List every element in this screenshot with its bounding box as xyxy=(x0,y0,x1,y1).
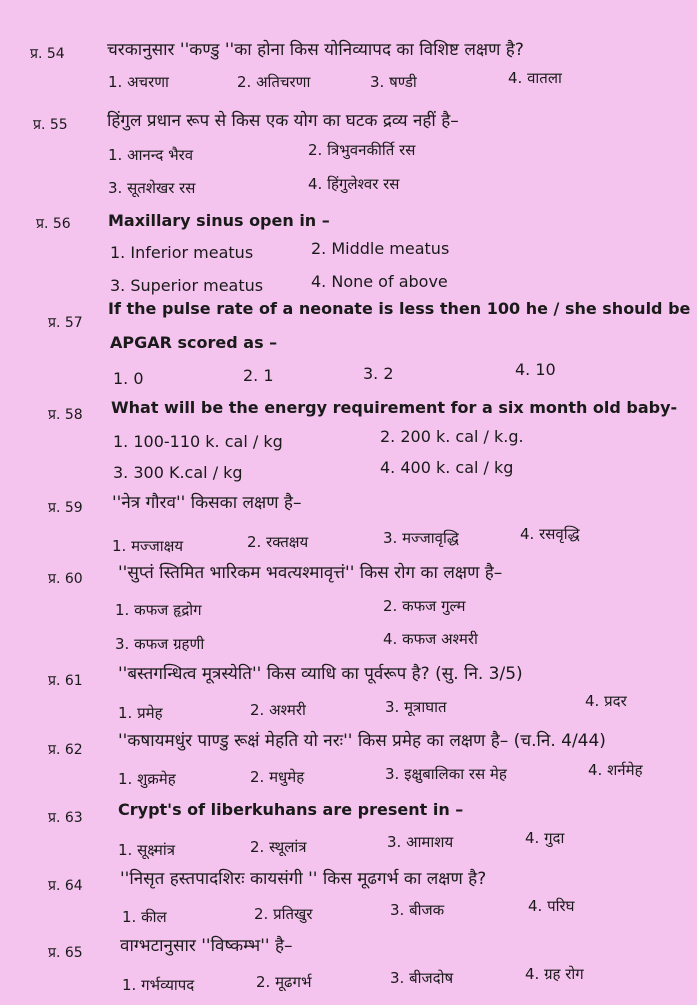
question-number: प्र. 56 xyxy=(36,216,71,232)
option-2: 2. स्थूलांत्र xyxy=(250,838,307,856)
option-1: 1. गर्भव्यापद xyxy=(122,976,195,994)
option-2: 2. प्रतिखुर xyxy=(254,905,313,923)
option-3: 3. इक्षुबालिका रस मेह xyxy=(385,765,507,783)
option-3: 3. 2 xyxy=(363,364,394,383)
option-4: 4. वातला xyxy=(508,69,562,87)
question-number: प्र. 61 xyxy=(48,673,83,689)
option-2: 2. अतिचरणा xyxy=(237,73,311,91)
question-number: प्र. 62 xyxy=(48,742,83,758)
option-2: 2. अश्मरी xyxy=(250,701,306,719)
question-text: ''सुप्तं स्तिमित भारिकम भवत्यश्मावृत्तं'' किस रोग का लक्षण है– xyxy=(118,563,503,583)
question-number: प्र. 64 xyxy=(48,878,83,894)
option-4: 4. कफज अश्मरी xyxy=(383,630,478,648)
option-2: 2. 200 k. cal / k.g. xyxy=(380,427,524,446)
option-2: 2. मधुमेह xyxy=(250,768,305,786)
question-text: हिंगुल प्रधान रूप से किस एक योग का घटक द्रव्य नहीं है– xyxy=(107,111,459,131)
option-1: 1. सूक्ष्मांत्र xyxy=(118,841,176,859)
option-2: 2. Middle meatus xyxy=(311,239,450,258)
question-text: What will be the energy requirement for a six month old baby- xyxy=(111,398,678,417)
option-4: 4. रसवृद्धि xyxy=(520,525,580,543)
question-text: Crypt's of liberkuhans are present in – xyxy=(118,800,464,819)
option-3: 3. मूत्राघात xyxy=(385,698,447,716)
question-text: ''नेत्र गौरव'' किसका लक्षण है– xyxy=(112,493,302,513)
question-number: प्र. 54 xyxy=(30,46,65,62)
option-2: 2. 1 xyxy=(243,366,274,385)
question-text-line2: APGAR scored as – xyxy=(110,333,278,352)
option-4: 4. परिघ xyxy=(528,897,575,915)
option-1: 1. कील xyxy=(122,908,167,926)
option-1: 1. 0 xyxy=(113,369,144,388)
option-3: 3. 300 K.cal / kg xyxy=(113,463,243,482)
question-text: If the pulse rate of a neonate is less then 100 he / she should be xyxy=(108,299,691,318)
option-4: 4. 10 xyxy=(515,360,556,379)
option-4: 4. गुदा xyxy=(525,829,565,847)
question-number: प्र. 58 xyxy=(48,407,83,423)
option-2: 2. कफज गुल्म xyxy=(383,597,466,615)
question-text: वाग्भटानुसार ''विष्कम्भ'' है– xyxy=(120,936,293,956)
question-number: प्र. 55 xyxy=(33,117,68,133)
question-text: चरकानुसार ''कण्डु ''का होना किस योनिव्यापद का विशिष्ट लक्षण है? xyxy=(107,40,524,60)
option-1: 1. आनन्द भैरव xyxy=(108,146,194,164)
option-2: 2. मूढगर्भ xyxy=(256,973,312,991)
question-text: Maxillary sinus open in – xyxy=(108,211,330,230)
question-number: प्र. 63 xyxy=(48,810,83,826)
option-3: 3. षण्डी xyxy=(370,73,417,91)
option-3: 3. आमाशय xyxy=(387,833,454,851)
option-4: 4. हिंगुलेश्वर रस xyxy=(308,175,400,193)
question-text: ''कषायमधुंर पाण्डु रूक्षं मेहति यो नरः'' किस प्रमेह का लक्षण है– (च.नि. 4/44) xyxy=(118,731,606,751)
option-3: 3. कफज ग्रहणी xyxy=(115,635,205,653)
question-text: ''निसृत हस्तपादशिरः कायसंगी '' किस मूढगर्भ का लक्षण है? xyxy=(120,869,487,889)
option-1: 1. शुक्रमेह xyxy=(118,770,176,788)
option-1: 1. Inferior meatus xyxy=(110,243,254,262)
option-4: 4. 400 k. cal / kg xyxy=(380,458,514,477)
question-number: प्र. 65 xyxy=(48,945,83,961)
option-2: 2. रक्तक्षय xyxy=(247,533,309,551)
question-number: प्र. 60 xyxy=(48,571,83,587)
question-number: प्र. 59 xyxy=(48,500,83,516)
option-1: 1. अचरणा xyxy=(108,73,169,91)
option-3: 3. सूतशेखर रस xyxy=(108,179,196,197)
question-number: प्र. 57 xyxy=(48,315,83,331)
option-4: 4. None of above xyxy=(311,272,448,291)
option-4: 4. प्रदर xyxy=(585,692,627,710)
option-4: 4. ग्रह रोग xyxy=(525,965,584,983)
option-2: 2. त्रिभुवनकीर्ति रस xyxy=(308,141,416,159)
option-1: 1. 100-110 k. cal / kg xyxy=(113,432,283,451)
option-3: 3. Superior meatus xyxy=(110,276,264,295)
option-1: 1. कफज हृद्रोग xyxy=(115,601,202,619)
option-3: 3. मज्जावृद्धि xyxy=(383,529,459,547)
option-3: 3. बीजक xyxy=(390,901,445,919)
option-1: 1. प्रमेह xyxy=(118,704,163,722)
option-4: 4. शर्नमेह xyxy=(588,761,643,779)
option-3: 3. बीजदोष xyxy=(390,969,454,987)
question-text: ''बस्तगन्धित्व मूत्रस्येति'' किस व्याधि का पूर्वरूप है? (सु. नि. 3/5) xyxy=(118,664,523,684)
option-1: 1. मज्जाक्षय xyxy=(112,537,184,555)
